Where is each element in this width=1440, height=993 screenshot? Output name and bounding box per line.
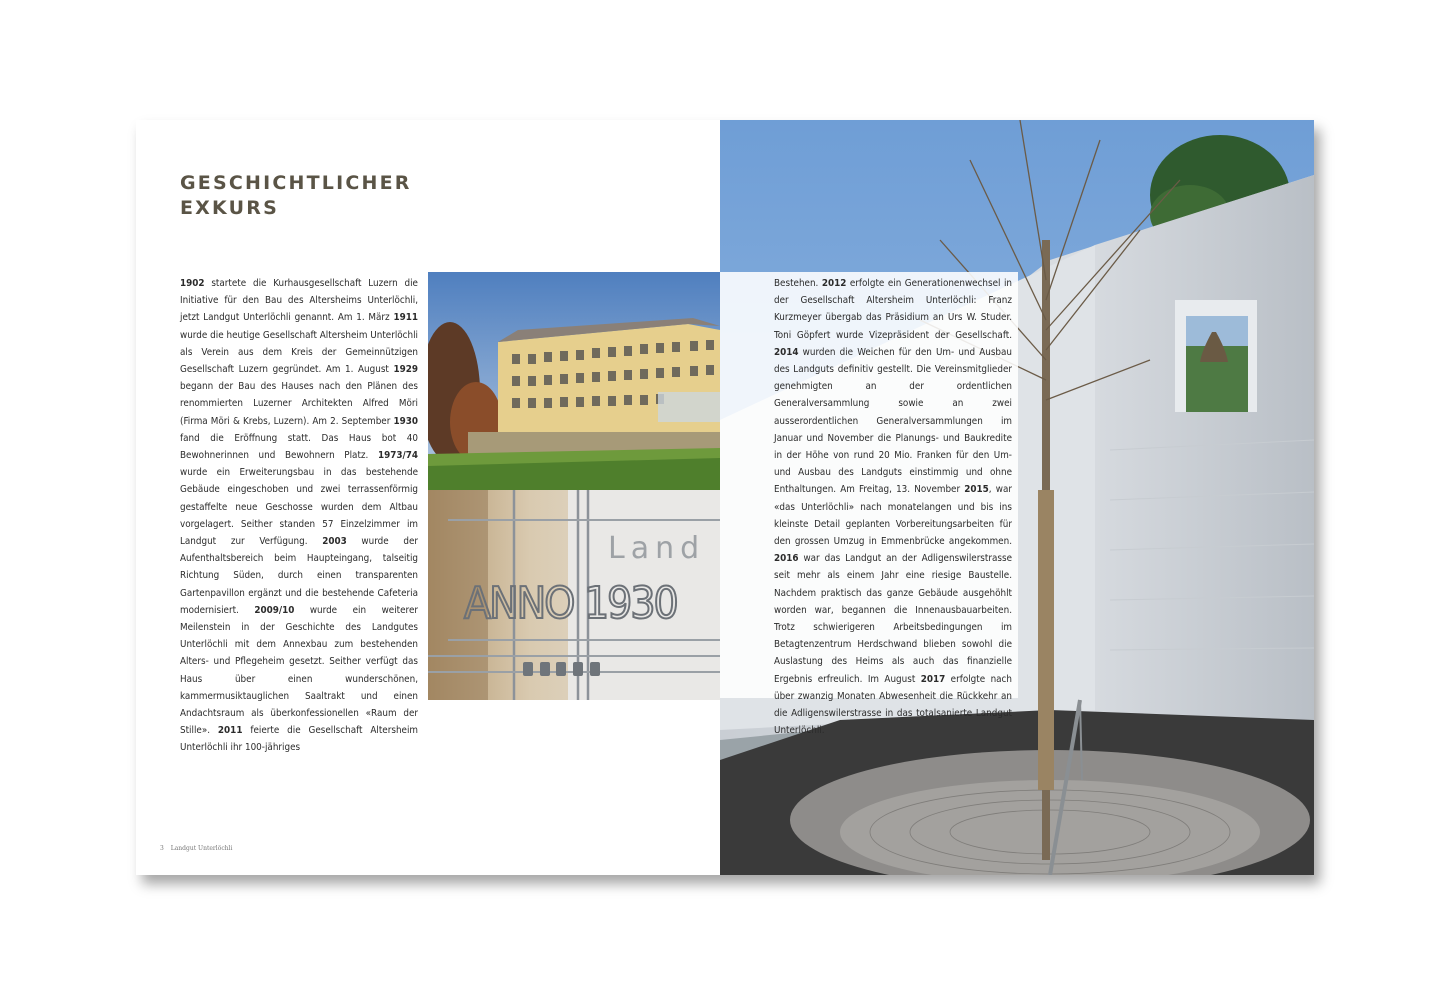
text-run: , war «das Unterlöchli» nach monatelangen und bis ins kleinste Detail geplanten Vorbereitungsarbeiten für den grossen Umzug in Emmenbrücke angekommen. (774, 484, 1012, 548)
page-heading (180, 171, 412, 221)
year-highlight: 1911 (393, 312, 418, 324)
text-run: Bestehen. (774, 278, 822, 289)
left-text-column (180, 275, 418, 757)
year-highlight: 2012 (821, 278, 847, 289)
text-run: war das Landgut an der Adligenswilerstrasse seit mehr als einem Jahr eine riesige Baustelle. Nachdem praktisch das ganze Gebäude ausgehöhlt worden war, begannen die Innenausbauarbeiten. Trotz schwierigeren Arbeitsbedingungen im Betagtenzentrum Herdschwand blieben sowohl die Auslastung des Heims als auch das finanzielle Ergebnis erfreulich. Im August (774, 553, 1012, 685)
heading-line-2: EXKURS (180, 197, 279, 219)
footer-title: Landgut Unterlöchli (170, 845, 233, 852)
text-run: wurden die Weichen für den Um- und Ausbau des Landguts definitiv gestellt. Die Vereinsmitglieder genehmigten an der ordentlichen Generalversammlung sowie an zwei ausserordentlichen Generalversammlungen im Januar und November die Planungs- und Baukredite in der Höhe von rund 20 Mio. Franken für den Um- und Ausbau des Landguts einstimmig und ohne Enthaltungen. Am Freitag, 13. November (774, 346, 1012, 496)
year-highlight: 2003 (322, 536, 347, 548)
sign-photo-svg (428, 490, 720, 700)
year-highlight: 2016 (774, 553, 799, 565)
text-run: feierte die Gesellschaft Altersheim Unterlöchli ihr 100-jähriges (180, 725, 418, 754)
text-run: erfolgte nach über zwanzig Monaten Abwesenheit die Rückkehr an die Adligenswilerstrasse in das totalsanierte Landgut Unterlöchli. (774, 673, 1012, 737)
year-highlight: 1929 (393, 364, 418, 376)
year-highlight: 2014 (774, 346, 799, 358)
year-highlight: 1930 (393, 415, 418, 427)
text-run: wurde der Aufenthaltsbereich beim Haupteingang, talseitig Richtung Süden, durch einen transparenten Gartenpavillon ergänzt und die bestehende Cafeteria modernisiert. (180, 536, 418, 616)
year-highlight: 2017 (920, 673, 946, 685)
text-run: wurde ein Erweiterungsbau in das bestehende Gebäude eingeschoben und zwei terrassenförmig gestaffelte neue Geschosse wurden dem Altbau vorgelagert. Seither standen 57 Einzelzimmer im Landgut zur Verfügung. (180, 467, 418, 548)
year-highlight: 2015 (964, 484, 989, 496)
sign-text-land: Land (608, 531, 706, 566)
year-highlight: 2011 (217, 725, 243, 737)
text-run: wurde die heutige Gesellschaft Altersheim Unterlöchli als Verein aus dem Kreis der Gemeinnützigen Gesellschaft Luzern gegründet. Am 1. August (180, 329, 418, 376)
building-photo (428, 272, 720, 490)
text-run: begann der Bau des Hauses nach den Plänen des renommierten Luzerner Architekten Alfred Möri (Firma Möri & Krebs, Luzern). Am 2. September (180, 381, 418, 427)
year-highlight: 2009/10 (254, 604, 295, 616)
year-highlight: 1973/74 (377, 450, 418, 462)
page-footer (160, 845, 232, 852)
year-highlight: 1902 (180, 278, 205, 289)
right-text-column (774, 275, 1012, 739)
heading-line-1: GESCHICHTLICHER (180, 172, 412, 194)
page-number: 3 (160, 845, 164, 852)
text-run: startete die Kurhausgesellschaft Luzern die Initiative für den Bau des Altersheims Unterlöchli, jetzt Landgut Unterlöchli genannt. Am 1. März (180, 278, 418, 324)
building-photo-svg (428, 272, 720, 490)
text-run: wurde ein weiterer Meilenstein in der Geschichte des Landgutes Unterlöchli mit dem Annexbau zum bestehenden Alters- und Pflegeheim gesetzt. Seither verfügt das Haus über einen wunderschönen, kammermusiktauglichen Saaltrakt und einen Andachtsraum als überkonfessionellen «Raum der Stille». (180, 604, 418, 737)
sign-text-anno-1930: ANNO 1930 (464, 578, 677, 629)
text-run: fand die Eröffnung statt. Das Haus bot 40 Bewohnerinnen und Bewohnern Platz. (180, 432, 418, 462)
anno-1930-sign-photo (428, 490, 720, 700)
text-run: erfolgte ein Generationenwechsel in der Gesellschaft Altersheim Unterlöchli: Franz Kurzmeyer übergab das Präsidium an Urs W. Studer. Toni Göpfert wurde Vizepräsident der Gesellschaft. (774, 278, 1013, 341)
